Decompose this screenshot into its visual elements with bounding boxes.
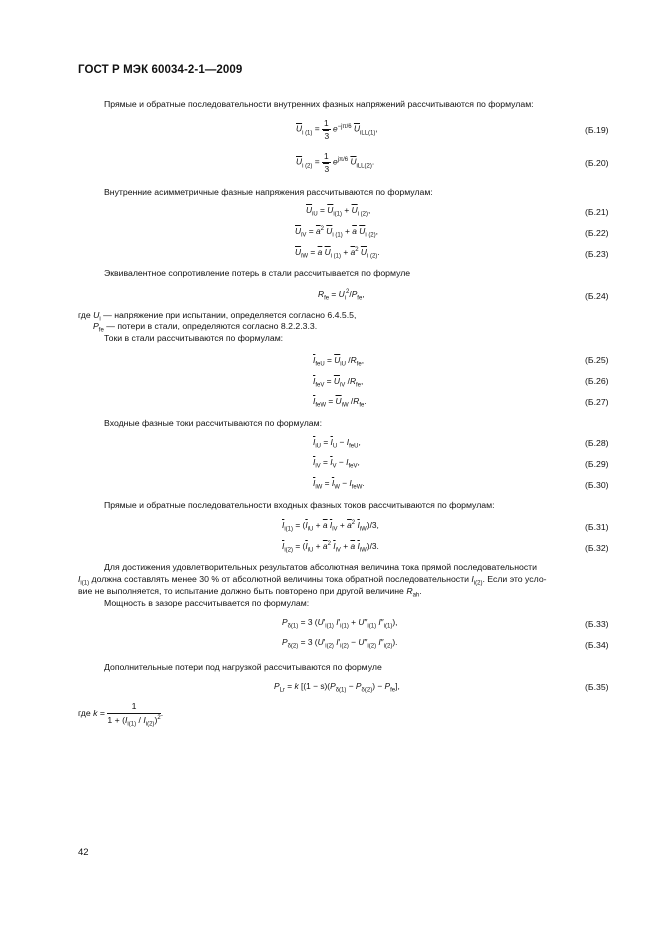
equation-number: (Б.26) [585, 376, 609, 386]
paragraph-asymmetric-voltages: Внутренние асимметричные фазные напряжения рассчитываются по формулам: [104, 187, 433, 197]
equation-number: (Б.28) [585, 438, 609, 448]
formula-b19: $\overline{U}_{i (1)}$ = $\frac{1}{3}$ $e^{-j\pi/6}$ $\overline{U}_{iLL(1)}$, [296, 118, 378, 141]
formula-b26: $\overline{I}_{feV} = \overline{U}_{iV}$ $/R_{fe}$, [313, 376, 364, 389]
formula-b28: $\overline{I}_{iU} = \overline{I}_U - I_{feU}$, [313, 437, 361, 450]
formula-b21: $\overline{U}_{iU} = \overline{U}_{i(1)} + \overline{U}_{i (2)}$, [306, 205, 371, 218]
formula-b22: $\overline{U}_{iV} = \overline{a}^2$ $\overline{U}_{i (1)} + \overline{a}$ $\overline{U}_{i (2)}$, [295, 226, 378, 239]
formula-b27: $\overline{I}_{feW} = \overline{U}_{iW}$ $/R_{fe}$. [313, 396, 367, 409]
paragraph-airgap-power: Мощность в зазоре рассчитывается по формулам: [104, 598, 310, 608]
equation-number: (Б.33) [585, 619, 609, 629]
paragraph-voltage-sequences: Прямые и обратные последовательности внутренних фазных напряжений рассчитываются по формулам: [104, 99, 534, 109]
formula-b29: $\overline{I}_{iV} = \overline{I}_V - I_{feV}$, [313, 457, 360, 470]
paragraph-current-sequences: Прямые и обратные последовательности входных фазных токов рассчитываются по формулам: [104, 500, 495, 510]
equation-number: (Б.20) [585, 158, 609, 168]
formula-b30: $\overline{I}_{iW} = \overline{I}_W - I_{feW}$. [313, 478, 365, 491]
formula-b23: $\overline{U}_{iW} = \overline{a}$ $\overline{U}_{i (1)} + \overline{a}^2$ $\overline{U}_{i (2)}$. [295, 247, 380, 260]
equation-number: (Б.24) [585, 291, 609, 301]
equation-number: (Б.29) [585, 459, 609, 469]
paragraph-condition-line3: вие не выполняется, то испытание должно быть повторено при другой величине $R_{ah}$. [78, 586, 422, 599]
equation-number: (Б.19) [585, 125, 609, 135]
definition-test-voltage: где $U_i$ — напряжение при испытании, определяется согласно 6.4.5.5, [78, 310, 357, 323]
equation-number: (Б.21) [585, 207, 609, 217]
definition-k: где k = $\frac{1}{1 + (I_{i(1)} / I_{i(2)})^2}$ . [78, 701, 164, 728]
equation-number: (Б.31) [585, 522, 609, 532]
page-number: 42 [78, 847, 89, 858]
equation-number: (Б.23) [585, 249, 609, 259]
equation-number: (Б.32) [585, 543, 609, 553]
paragraph-input-currents: Входные фазные токи рассчитываются по формулам: [104, 418, 323, 428]
formula-b35: $P_{Lr} = k$ $[(1 - s)(P_{\delta(1)} - P_{\delta(2)}) - P_{fe}]$, [274, 681, 400, 694]
paragraph-equivalent-resistance: Эквивалентное сопротивление потерь в стали рассчитывается по формуле [104, 268, 411, 278]
paragraph-additional-losses: Дополнительные потери под нагрузкой рассчитываются по формуле [104, 662, 382, 672]
equation-number: (Б.22) [585, 228, 609, 238]
equation-number: (Б.25) [585, 355, 609, 365]
formula-b32: $\overline{I}_{i(2)} = (\overline{I}_{iU} + \overline{a}^2$ $\overline{I}_{iV} + \overline{a}$ $\overline{I}_{iW})/3$. [282, 541, 379, 554]
document-header: ГОСТ Р МЭК 60034-2-1—2009 [78, 64, 243, 76]
equation-number: (Б.27) [585, 397, 609, 407]
definition-iron-losses: $P_{fe}$ — потери в стали, определяются согласно 8.2.2.3.3. [93, 321, 318, 334]
equation-number: (Б.35) [585, 682, 609, 692]
formula-b25: $\overline{I}_{feU} = \overline{U}_{iU}$ $/R_{fe}$, [313, 355, 365, 368]
formula-b31: $\overline{I}_{i(1)} = (\overline{I}_{iU} + \overline{a}$ $\overline{I}_{iV} + \overline{a}^2$ $\overline{I}_{iW})/3$, [282, 520, 379, 533]
equation-number: (Б.34) [585, 640, 609, 650]
formula-b24: $R_{fe} = U_i^2/P_{fe}$, [318, 289, 365, 302]
formula-b34: $P_{\delta(2)} = 3$ ($U'_{i(2)}$ $I'_{i(2)} - U''_{i(2)}$ $I''_{i(2)}$). [282, 637, 398, 650]
paragraph-iron-currents: Токи в стали рассчитываются по формулам: [104, 333, 284, 343]
paragraph-condition-line1: Для достижения удовлетворительных результатов абсолютная величина тока прямой последовательности [104, 562, 538, 572]
equation-number: (Б.30) [585, 480, 609, 490]
formula-b20: $\overline{U}_{i (2)}$ = $\frac{1}{3}$ $e^{j\pi/6}$ $\overline{U}_{iLL(2)}$. [296, 151, 375, 174]
paragraph-condition-line2: $I_{i(1)}$ должна составлять менее 30 % от абсолютной величины тока обратной последовательности $I_{i(2)}$. Если это усло- [78, 574, 547, 587]
formula-b33: $P_{\delta(1)} = 3$ ($U'_{i(1)}$ $I'_{i(1)} + U''_{i(1)}$ $I''_{i(1)}$), [282, 617, 398, 630]
